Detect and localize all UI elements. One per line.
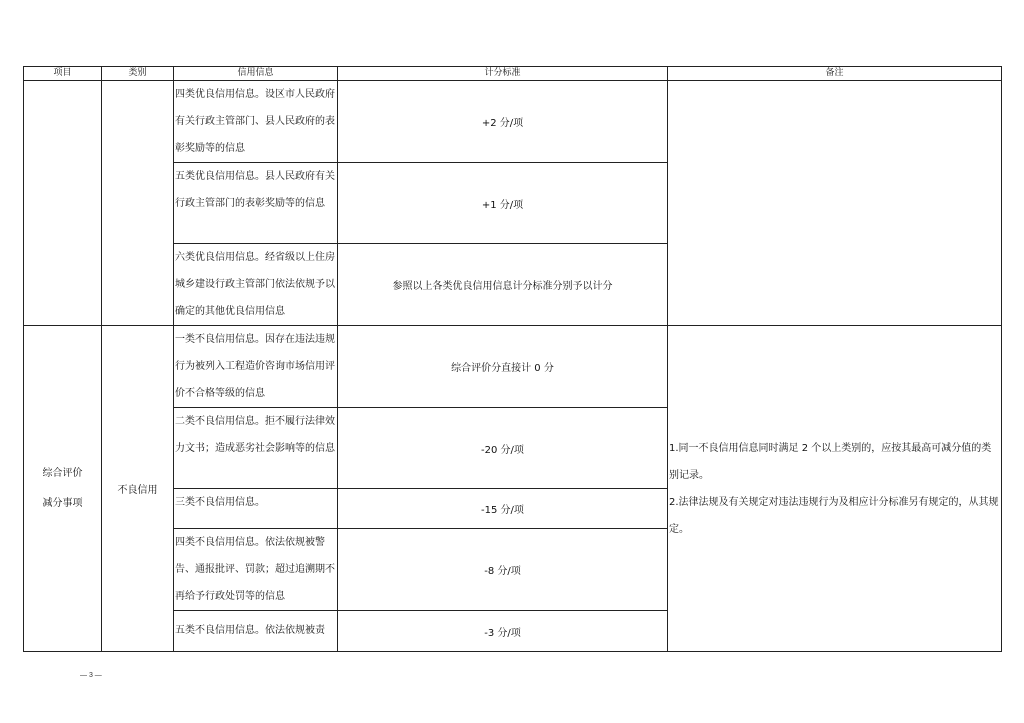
credit-info-cell: 二类不良信用信息。拒不履行法律效力文书；造成恶劣社会影响等的信息 xyxy=(174,408,338,489)
score-cell: -3 分/项 xyxy=(338,611,668,652)
credit-info-cell: 一类不良信用信息。因存在违法违规行为被列入工程造价咨询市场信用评价不合格等级的信息 xyxy=(174,326,338,408)
remark-note-1: 1.同一不良信用信息同时满足 2 个以上类别的，应按其最高可减分值的类别记录。 xyxy=(669,442,992,481)
header-category: 类别 xyxy=(102,67,174,81)
score-cell: -8 分/项 xyxy=(338,529,668,611)
credit-info-cell: 四类不良信用信息。依法依规被警告、通报批评、罚款；超过追溯期不再给予行政处罚等的信息 xyxy=(174,529,338,611)
header-credit-info: 信用信息 xyxy=(174,67,338,81)
score-cell: 参照以上各类优良信用信息计分标准分别予以计分 xyxy=(338,244,668,326)
deduct-item-line1: 综合评价 xyxy=(42,467,83,479)
score-cell: +2 分/项 xyxy=(338,81,668,163)
header-remarks: 备注 xyxy=(668,67,1002,81)
header-score-standard: 计分标准 xyxy=(338,67,668,81)
header-item: 项目 xyxy=(24,67,102,81)
remarks-cell xyxy=(668,326,1002,652)
deduct-category-cell: 不良信用 xyxy=(102,326,174,652)
credit-score-table xyxy=(23,66,1002,652)
credit-info-cell: 四类优良信用信息。设区市人民政府有关行政主管部门、县人民政府的表彰奖励等的信息 xyxy=(174,81,338,163)
page-number: — 3 — xyxy=(80,672,102,679)
deduct-item-cell xyxy=(24,326,102,652)
score-cell: -20 分/项 xyxy=(338,408,668,489)
deduct-item-line2: 减分事项 xyxy=(42,497,83,509)
credit-info-cell: 三类不良信用信息。 xyxy=(174,489,338,529)
table-header-row xyxy=(24,67,1002,81)
table-row xyxy=(24,326,1002,408)
remark-note-2: 2.法律法规及有关规定对违法违规行为及相应计分标准另有规定的，从其规定。 xyxy=(669,496,999,535)
remarks-cell-empty xyxy=(668,81,1002,326)
score-cell: +1 分/项 xyxy=(338,163,668,244)
table-row xyxy=(24,81,1002,163)
credit-info-cell: 五类优良信用信息。县人民政府有关行政主管部门的表彰奖励等的信息 xyxy=(174,163,338,244)
score-cell: -15 分/项 xyxy=(338,489,668,529)
credit-info-cell: 六类优良信用信息。经省级以上住房城乡建设行政主管部门依法依规予以确定的其他优良信用信息 xyxy=(174,244,338,326)
score-cell: 综合评价分直接计 0 分 xyxy=(338,326,668,408)
credit-info-cell: 五类不良信用信息。依法依规被责 xyxy=(174,611,338,652)
item-cell-empty xyxy=(24,81,102,326)
category-cell-empty xyxy=(102,81,174,326)
